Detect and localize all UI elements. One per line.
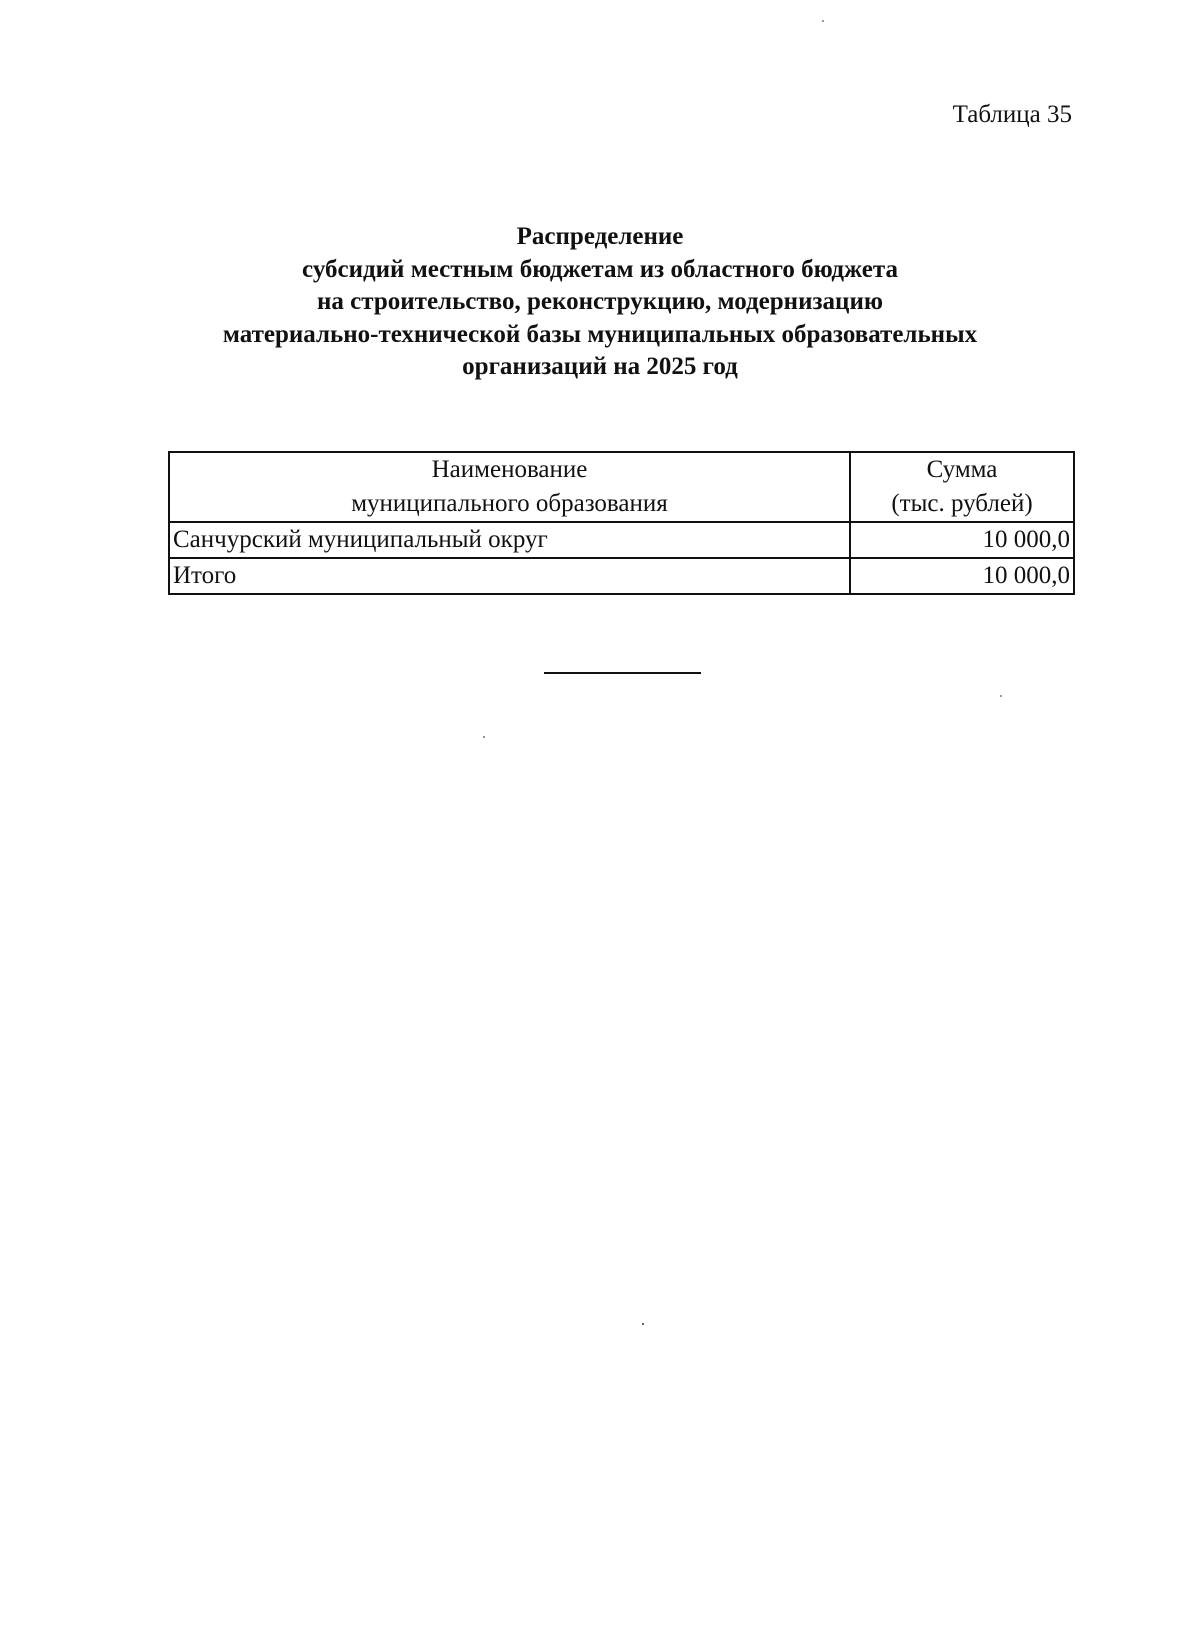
table-row <box>169 522 1074 558</box>
header-line: Наименование <box>431 456 588 483</box>
title-line: Распределение <box>516 223 684 250</box>
cell-amount: 10 000,0 <box>850 522 1074 558</box>
cell-total-label: Итого <box>169 558 850 594</box>
cell-total-amount: 10 000,0 <box>850 558 1074 594</box>
header-line: муниципального образования <box>351 490 668 517</box>
scan-speck <box>1000 695 1002 697</box>
document-title <box>0 221 1200 384</box>
closing-rule <box>544 672 701 674</box>
distribution-table <box>168 451 1075 595</box>
title-line: на строительство, реконструкцию, модернизацию <box>317 288 883 315</box>
header-amount <box>850 452 1074 522</box>
cell-municipality: Санчурский муниципальный округ <box>169 522 850 558</box>
scan-speck <box>483 736 485 738</box>
header-line: (тыс. рублей) <box>891 490 1033 517</box>
scan-speck <box>642 1323 644 1325</box>
scan-speck <box>822 20 824 22</box>
total-row <box>169 558 1074 594</box>
title-line: материально-технической базы муниципальных образовательных <box>222 320 978 348</box>
title-line: субсидий местным бюджетам из областного бюджета <box>302 255 898 283</box>
header-line: Сумма <box>926 456 998 483</box>
header-municipality <box>169 452 850 522</box>
table-header-row <box>169 452 1074 522</box>
table-number: Таблица 35 <box>952 101 1072 128</box>
title-line: организаций на 2025 год <box>462 353 738 380</box>
